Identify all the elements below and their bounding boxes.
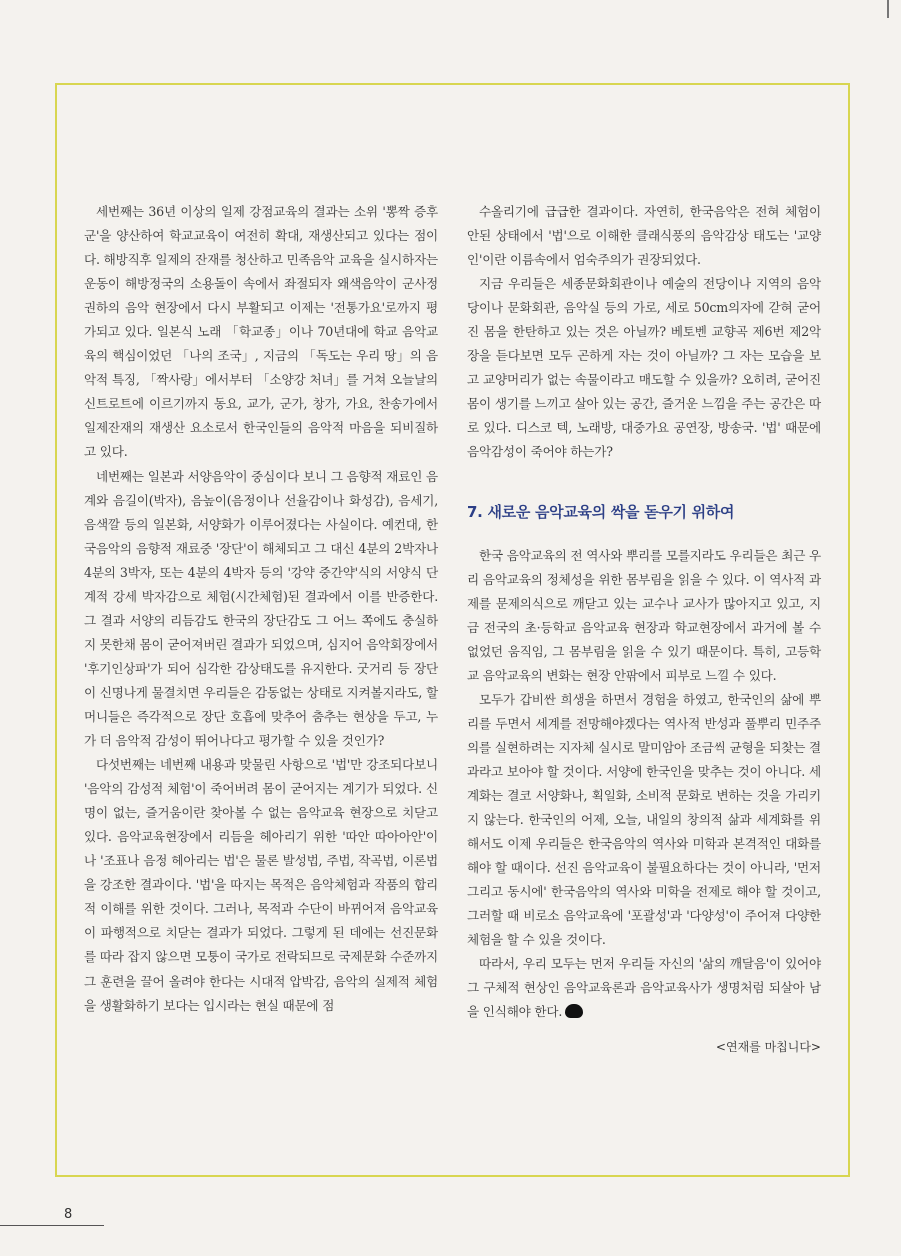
closing-note: <연재를 마칩니다>	[715, 1040, 821, 1055]
right-column	[467, 200, 821, 1055]
left-column	[84, 200, 438, 1018]
paragraph: 지금 우리들은 세종문화회관이나 예술의 전당이나 지역의 음악당이나 문화회관, 음악실 등의 가로, 세로 50cm의자에 갇혀 굳어진 몸을 한탄하고 있는 것은 아닐까? 베토벤 교향곡 제6번 제2악장을 듣다보면 모두 곤하게 자는 것이 아닐까? 그 자는 모습을 보고 교양머리가 없는 속물이라고 매도할 수 있을까? 오히려, 굳어진 몸이 생기를 느끼고 살아 있는 공간, 즐거운 느낌을 주는 공간은 따로 있다. 디스코 텍, 노래방, 대중가요 공연장, 방송국. '법' 때문에 음악감성이 죽어야 하는가?	[467, 276, 821, 460]
final-paragraph	[467, 952, 821, 1024]
paragraph: 한국 음악교육의 전 역사와 뿌리를 모를지라도 우리들은 최근 우리 음악교육의 정체성을 위한 몸부림을 읽을 수 있다. 이 역사적 과제를 문제의식으로 깨닫고 있는 교수나 교사가 많아지고 있고, 지금 전국의 초·등학교 음악교육 현장과 학교현장에서 과거에 볼 수 없었던 움직임, 그 몸부림을 읽을 수 있기 때문이다. 특히, 고등학교 음악교육의 변화는 현장 안팎에서 피부로 느낄 수 있다.	[467, 547, 821, 683]
crop-mark	[887, 0, 889, 18]
page-number-rule	[0, 1225, 104, 1226]
paragraph: 모두가 갑비싼 희생을 하면서 경험을 하였고, 한국인의 삶에 뿌리를 두면서 세계를 전망해야겠다는 역사적 반성과 풀뿌리 민주주의를 실현하려는 지자체 실시로 말미암아 조금씩 균형을 되찾는 결과라고 보아야 할 것이다. 서양에 한국인을 맞추는 것이 아니다. 세계화는 결코 서양화나, 획일화, 소비적 문화로 변하는 것을 가리키지 않는다. 한국인의 어제, 오늘, 내일의 창의적 삶과 세계화를 위해서도 이제 우리들은 한국음악의 역사와 미학과 본격적인 대화를 해야 할 때이다. 선진 음악교육이 불필요하다는 것이 아니라, '먼저 그리고 동시에' 한국음악의 역사와 미학을 전제로 해야 할 것이고, 그러할 때 비로소 음악교육에 '포괄성'과 '다양성'이 주어져 다양한 체험을 할 수 있을 것이다.	[467, 691, 821, 948]
page-number: 8	[64, 1207, 73, 1222]
paragraph: 수올리기에 급급한 결과이다. 자연히, 한국음악은 전혀 체험이 안된 상태에서 '법'으로 이해한 클래식풍의 음악감상 태도는 '교양인'이란 이름속에서 엄숙주의가 권장되었다.	[467, 204, 821, 268]
paragraph-text: 따라서, 우리 모두는 먼저 우리들 자신의 '삶의 깨달음'이 있어야 그 구체적 현상인 음악교육론과 음악교육사가 생명처럼 되살아 남을 인식해야 한다.	[467, 956, 821, 1020]
paragraph: 다섯번째는 네번째 내용과 맞물린 사항으로 '법'만 강조되다보니 '음악의 감성적 체험'이 죽어버려 몸이 굳어지는 계기가 되었다. 신명이 없는, 즐거움이란 찾아볼 수 없는 음악교육 현장으로 치닫고 있다. 음악교육현장에서 리듬을 헤아리기 위한 '따안 따아아안'이나 '조표나 음정 헤아리는 법'은 물론 발성법, 주법, 작곡법, 이론법을 강조한 결과이다. '법'을 따지는 목적은 음악체험과 작품의 합리적 이해를 위한 것이다. 그러나, 목적과 수단이 바뀌어져 음악교육이 파행적으로 치닫는 결과가 되었다. 그렇게 된 데에는 선진문화를 따라 잡지 않으면 모퉁이 국가로 전락되므로 국제문화 수준까지 그 훈련을 끌어 올려야 한다는 시대적 압박감, 음악의 실제적 체험을 생활화하기 보다는 입시라는 현실 때문에 점	[84, 757, 438, 1013]
paragraph: 세번째는 36년 이상의 일제 강점교육의 결과는 소위 '뽕짝 증후군'을 양산하여 학교교육이 여전히 확대, 재생산되고 있다는 점이다. 해방직후 일제의 잔재를 청산하고 민족음악 교육을 실시하자는 운동이 해방정국의 소용돌이 속에서 좌절되자 왜색음악이 군사정권하의 음악 현장에서 다시 부활되고 이제는 '전통가요'로까지 평가되고 있다. 일본식 노래 「학교종」이나 70년대에 학교 음악교육의 핵심이었던 「나의 조국」, 지금의 「독도는 우리 땅」의 음악적 특징, 「짝사랑」에서부터 「소양강 처녀」를 거쳐 오늘날의 신트로트에 이르기까지 동요, 교가, 군가, 창가, 가요, 찬송가에서 일제잔재의 재생산 요소로서 한국인들의 음악적 마음을 되비질하고 있다.	[84, 204, 438, 460]
paragraph: 네번째는 일본과 서양음악이 중심이다 보니 그 음향적 재료인 음계와 음길이(박자), 음높이(음정이나 선율감이나 화성감), 음세기, 음색깔 등의 일본화, 서양화가 이루어졌다는 사실이다. 예컨대, 한국음악의 음향적 재료중 '장단'이 해체되고 그 대신 4분의 2박자나 4분의 3박자, 또는 4분의 4박자 등의 '강약 중간약'식의 서양식 단계적 강세 박자감으로 체험(시간체험)된 결과에서 이를 반증한다. 그 결과 서양의 리듬감도 한국의 장단감도 그 어느 쪽에도 충실하지 못한채 몸이 굳어져버린 결과가 되었으며, 심지어 음악회장에서 '후기인상파'가 되어 심각한 감상태도를 유지한다. 굿거리 등 장단이 신명나게 물결치면 우리들은 감동없는 상태로 지켜볼지라도, 할머니들은 즉각적으로 장단 호흡에 맞추어 춤추는 현상을 두고, 누가 더 음악적 감성이 뛰어나다고 평가할 수 있을 것인가?	[84, 468, 438, 749]
end-mark-icon	[565, 1004, 583, 1018]
section-heading: 7. 새로운 음악교육의 싹을 돋우기 위하여	[467, 502, 735, 521]
